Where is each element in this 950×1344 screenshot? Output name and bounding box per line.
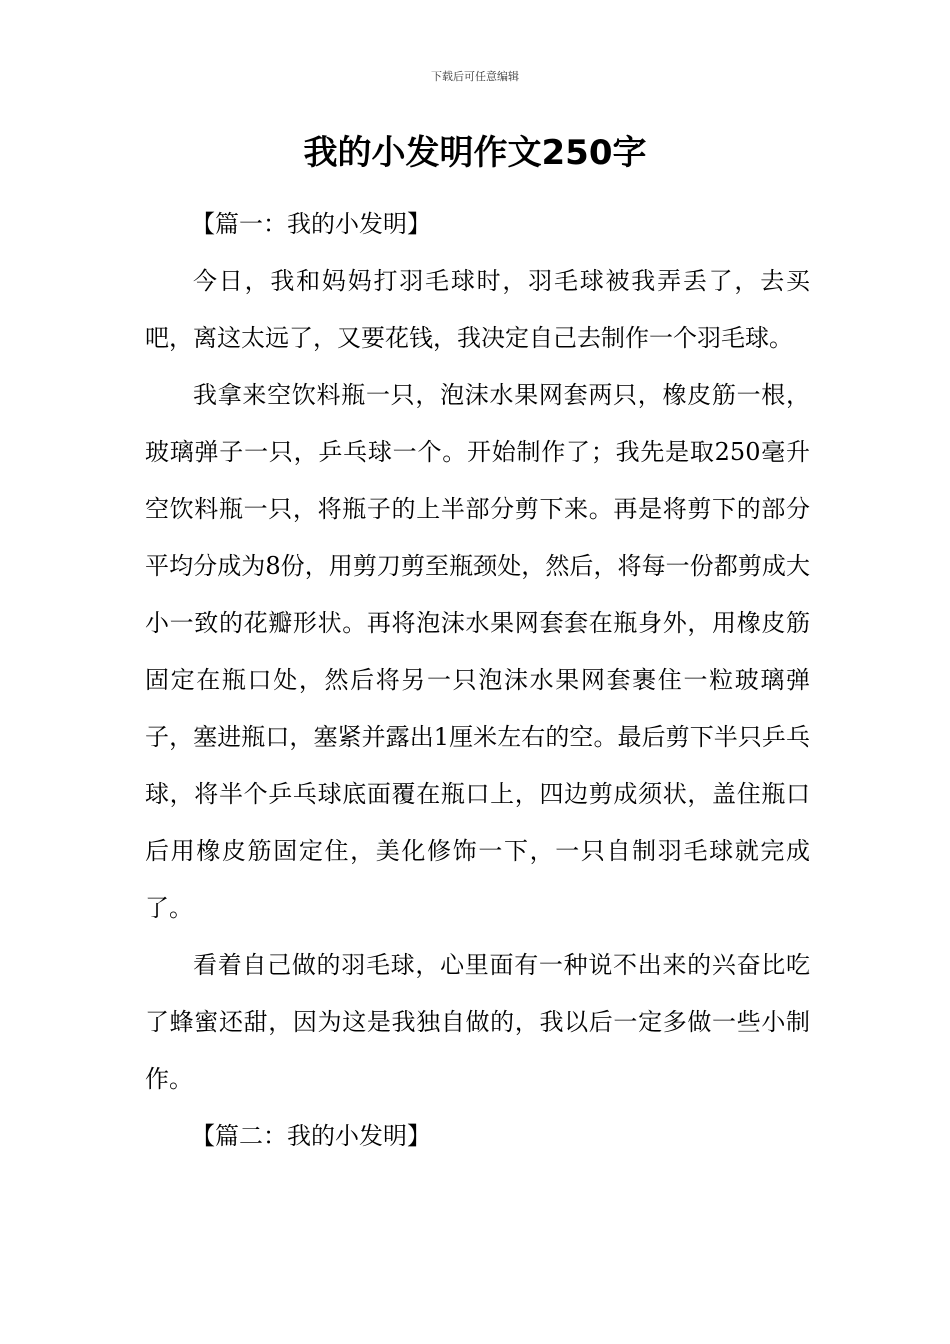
- header-note: 下载后可任意编辑: [431, 70, 519, 83]
- document-title: 我的小发明作文250字: [303, 133, 647, 173]
- paragraph-3: 看着自己做的羽毛球，心里面有一种说不出来的兴奋比吃了蜂蜜还甜，因为这是我独自做的，我以后一定多做一些小制作。: [145, 951, 810, 1093]
- paragraph-2: 我拿来空饮料瓶一只，泡沫水果网套两只，橡皮筋一根，玻璃弹子一只，乒乓球一个。开始制作了；我先是取250毫升空饮料瓶一只，将瓶子的上半部分剪下来。再是将剪下的部分平均分成为8份，用剪刀剪至瓶颈处，然后，将每一份都剪成大小一致的花瓣形状。再将泡沫水果网套套在瓶身外，用橡皮筋固定在瓶口处，然后将另一只泡沫水果网套裹住一粒玻璃弹子，塞进瓶口，塞紧并露出1厘米左右的空。最后剪下半只乒乓球，将半个乒乓球底面覆在瓶口上，四边剪成须状，盖住瓶口后用橡皮筋固定住，美化修饰一下，一只自制羽毛球就完成了。: [145, 381, 810, 922]
- section-heading-1: 【篇一：我的小发明】: [191, 210, 431, 238]
- document-body: [145, 196, 810, 1165]
- section-heading-2: 【篇二：我的小发明】: [191, 1122, 431, 1150]
- paragraph-1: 今日，我和妈妈打羽毛球时，羽毛球被我弄丢了，去买吧，离这太远了，又要花钱，我决定自己去制作一个羽毛球。: [145, 267, 810, 352]
